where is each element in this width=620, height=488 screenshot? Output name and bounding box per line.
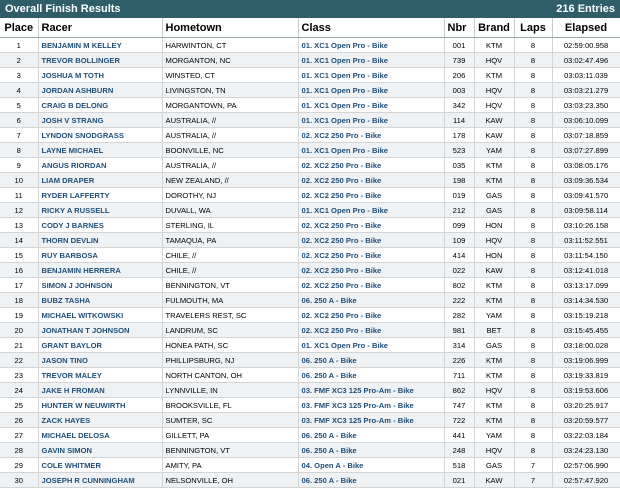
cell-racer[interactable]: JAKE H FROMAN — [38, 383, 162, 398]
cell-laps: 8 — [514, 383, 552, 398]
column-header-brand[interactable]: Brand — [474, 18, 514, 38]
cell-brand: KTM — [474, 158, 514, 173]
cell-racer[interactable]: MICHAEL DELOSA — [38, 428, 162, 443]
cell-place: 25 — [0, 398, 38, 413]
cell-racer[interactable]: JORDAN ASHBURN — [38, 83, 162, 98]
cell-place: 7 — [0, 128, 38, 143]
table-row — [0, 203, 620, 218]
cell-place: 26 — [0, 413, 38, 428]
cell-racer[interactable]: LYNDON SNODGRASS — [38, 128, 162, 143]
cell-nbr: 747 — [444, 398, 474, 413]
cell-nbr: 178 — [444, 128, 474, 143]
cell-brand: KTM — [474, 353, 514, 368]
cell-class[interactable]: 06. 250 A - Bike — [298, 368, 444, 383]
cell-brand: HQV — [474, 98, 514, 113]
cell-brand: YAM — [474, 428, 514, 443]
cell-class[interactable]: 01. XC1 Open Pro - Bike — [298, 203, 444, 218]
cell-laps: 8 — [514, 278, 552, 293]
cell-class[interactable]: 02. XC2 250 Pro - Bike — [298, 158, 444, 173]
table-row — [0, 233, 620, 248]
cell-class[interactable]: 03. FMF XC3 125 Pro-Am - Bike — [298, 413, 444, 428]
table-row — [0, 398, 620, 413]
cell-place: 27 — [0, 428, 38, 443]
cell-place: 22 — [0, 353, 38, 368]
cell-racer[interactable]: SIMON J JOHNSON — [38, 278, 162, 293]
cell-elapsed: 03:12:41.018 — [552, 263, 620, 278]
cell-class[interactable]: 01. XC1 Open Pro - Bike — [298, 143, 444, 158]
cell-elapsed: 03:10:26.158 — [552, 218, 620, 233]
table-row — [0, 383, 620, 398]
cell-nbr: 114 — [444, 113, 474, 128]
cell-laps: 8 — [514, 188, 552, 203]
table-row — [0, 338, 620, 353]
cell-class[interactable]: 02. XC2 250 Pro - Bike — [298, 323, 444, 338]
cell-hometown: LYNNVILLE, IN — [162, 383, 298, 398]
cell-laps: 8 — [514, 338, 552, 353]
cell-class[interactable]: 01. XC1 Open Pro - Bike — [298, 38, 444, 53]
cell-brand: HON — [474, 248, 514, 263]
cell-elapsed: 03:20:25.917 — [552, 398, 620, 413]
cell-hometown: MORGANTON, NC — [162, 53, 298, 68]
cell-elapsed: 03:11:54.150 — [552, 248, 620, 263]
cell-class[interactable]: 01. XC1 Open Pro - Bike — [298, 68, 444, 83]
table-row — [0, 188, 620, 203]
cell-class[interactable]: 03. FMF XC3 125 Pro-Am - Bike — [298, 383, 444, 398]
column-header-nbr[interactable]: Nbr — [444, 18, 474, 38]
header-row — [0, 18, 620, 38]
cell-racer[interactable]: GAVIN SIMON — [38, 443, 162, 458]
cell-racer[interactable]: GRANT BAYLOR — [38, 338, 162, 353]
cell-racer[interactable]: MICHAEL WITKOWSKI — [38, 308, 162, 323]
cell-racer[interactable]: ZACK HAYES — [38, 413, 162, 428]
cell-racer[interactable]: JOSH V STRANG — [38, 113, 162, 128]
cell-racer[interactable]: ANGUS RIORDAN — [38, 158, 162, 173]
table-row — [0, 173, 620, 188]
column-header-hometown[interactable]: Hometown — [162, 18, 298, 38]
column-header-elapsed[interactable]: Elapsed — [552, 18, 620, 38]
cell-hometown: BROOKSVILLE, FL — [162, 398, 298, 413]
cell-laps: 8 — [514, 53, 552, 68]
table-row — [0, 158, 620, 173]
cell-elapsed: 03:20:59.577 — [552, 413, 620, 428]
cell-nbr: 198 — [444, 173, 474, 188]
cell-brand: YAM — [474, 308, 514, 323]
cell-place: 30 — [0, 473, 38, 488]
cell-nbr: 722 — [444, 413, 474, 428]
cell-elapsed: 03:15:19.218 — [552, 308, 620, 323]
cell-brand: KTM — [474, 398, 514, 413]
cell-hometown: AUSTRALIA, // — [162, 158, 298, 173]
cell-laps: 8 — [514, 128, 552, 143]
cell-nbr: 035 — [444, 158, 474, 173]
cell-place: 13 — [0, 218, 38, 233]
cell-nbr: 414 — [444, 248, 474, 263]
table-row — [0, 248, 620, 263]
cell-brand: KAW — [474, 128, 514, 143]
cell-elapsed: 03:11:52.551 — [552, 233, 620, 248]
cell-nbr: 711 — [444, 368, 474, 383]
cell-place: 24 — [0, 383, 38, 398]
cell-nbr: 212 — [444, 203, 474, 218]
cell-laps: 8 — [514, 68, 552, 83]
cell-hometown: CHILE, // — [162, 248, 298, 263]
cell-brand: KTM — [474, 38, 514, 53]
column-header-racer[interactable]: Racer — [38, 18, 162, 38]
table-row — [0, 413, 620, 428]
cell-hometown: BENNINGTON, VT — [162, 278, 298, 293]
table-row — [0, 278, 620, 293]
cell-laps: 8 — [514, 353, 552, 368]
cell-nbr: 226 — [444, 353, 474, 368]
cell-elapsed: 03:07:27.899 — [552, 143, 620, 158]
cell-nbr: 441 — [444, 428, 474, 443]
table-row — [0, 428, 620, 443]
cell-racer[interactable]: LAYNE MICHAEL — [38, 143, 162, 158]
cell-hometown: NEW ZEALAND, // — [162, 173, 298, 188]
cell-nbr: 109 — [444, 233, 474, 248]
cell-class[interactable]: 01. XC1 Open Pro - Bike — [298, 338, 444, 353]
cell-laps: 8 — [514, 218, 552, 233]
cell-nbr: 001 — [444, 38, 474, 53]
table-row — [0, 98, 620, 113]
cell-class[interactable]: 02. XC2 250 Pro - Bike — [298, 308, 444, 323]
cell-brand: KTM — [474, 368, 514, 383]
cell-laps: 8 — [514, 443, 552, 458]
cell-elapsed: 03:15:45.455 — [552, 323, 620, 338]
cell-class[interactable]: 06. 250 A - Bike — [298, 293, 444, 308]
cell-racer[interactable]: TREVOR BOLLINGER — [38, 53, 162, 68]
cell-class[interactable]: 06. 250 A - Bike — [298, 443, 444, 458]
cell-brand: HQV — [474, 53, 514, 68]
cell-nbr: 206 — [444, 68, 474, 83]
cell-nbr: 862 — [444, 383, 474, 398]
cell-hometown: AMITY, PA — [162, 458, 298, 473]
cell-racer[interactable]: JOSEPH R CUNNINGHAM — [38, 473, 162, 488]
cell-place: 21 — [0, 338, 38, 353]
cell-class[interactable]: 06. 250 A - Bike — [298, 353, 444, 368]
cell-brand: HQV — [474, 383, 514, 398]
cell-class[interactable]: 04. Open A - Bike — [298, 458, 444, 473]
cell-hometown: BOONVILLE, NC — [162, 143, 298, 158]
cell-laps: 8 — [514, 158, 552, 173]
cell-brand: HON — [474, 218, 514, 233]
cell-hometown: BENNINGTON, VT — [162, 443, 298, 458]
cell-elapsed: 03:03:11.039 — [552, 68, 620, 83]
cell-laps: 8 — [514, 113, 552, 128]
cell-racer[interactable]: BENJAMIN HERRERA — [38, 263, 162, 278]
cell-elapsed: 03:19:33.819 — [552, 368, 620, 383]
table-row — [0, 38, 620, 53]
cell-laps: 7 — [514, 458, 552, 473]
cell-class[interactable]: 01. XC1 Open Pro - Bike — [298, 83, 444, 98]
results-title-bar — [0, 0, 620, 18]
cell-brand: HQV — [474, 83, 514, 98]
cell-laps: 8 — [514, 398, 552, 413]
cell-place: 8 — [0, 143, 38, 158]
results-body — [0, 38, 620, 488]
table-row — [0, 458, 620, 473]
table-row — [0, 53, 620, 68]
cell-class[interactable]: 03. FMF XC3 125 Pro-Am - Bike — [298, 398, 444, 413]
cell-laps: 8 — [514, 368, 552, 383]
cell-nbr: 518 — [444, 458, 474, 473]
cell-place: 11 — [0, 188, 38, 203]
cell-brand: KTM — [474, 293, 514, 308]
cell-brand: HQV — [474, 443, 514, 458]
cell-laps: 8 — [514, 248, 552, 263]
cell-laps: 8 — [514, 98, 552, 113]
table-row — [0, 443, 620, 458]
cell-hometown: TAMAQUA, PA — [162, 233, 298, 248]
results-title: Overall Finish Results — [5, 3, 121, 15]
cell-brand: KAW — [474, 473, 514, 488]
cell-racer[interactable]: COLE WHITMER — [38, 458, 162, 473]
cell-brand: GAS — [474, 338, 514, 353]
cell-racer[interactable]: JOSHUA M TOTH — [38, 68, 162, 83]
cell-place: 1 — [0, 38, 38, 53]
cell-place: 5 — [0, 98, 38, 113]
cell-nbr: 003 — [444, 83, 474, 98]
cell-nbr: 981 — [444, 323, 474, 338]
cell-elapsed: 03:08:05.176 — [552, 158, 620, 173]
table-row — [0, 68, 620, 83]
table-row — [0, 218, 620, 233]
cell-nbr: 021 — [444, 473, 474, 488]
cell-elapsed: 03:18:00.028 — [552, 338, 620, 353]
cell-nbr: 019 — [444, 188, 474, 203]
cell-elapsed: 02:57:06.990 — [552, 458, 620, 473]
cell-hometown: FULMOUTH, MA — [162, 293, 298, 308]
cell-place: 19 — [0, 308, 38, 323]
cell-place: 29 — [0, 458, 38, 473]
cell-laps: 8 — [514, 428, 552, 443]
cell-elapsed: 03:24:23.130 — [552, 443, 620, 458]
cell-laps: 8 — [514, 323, 552, 338]
cell-hometown: LIVINGSTON, TN — [162, 83, 298, 98]
cell-nbr: 248 — [444, 443, 474, 458]
cell-elapsed: 03:19:53.606 — [552, 383, 620, 398]
cell-nbr: 282 — [444, 308, 474, 323]
cell-class[interactable]: 02. XC2 250 Pro - Bike — [298, 173, 444, 188]
cell-place: 16 — [0, 263, 38, 278]
cell-elapsed: 03:19:06.999 — [552, 353, 620, 368]
cell-elapsed: 03:09:58.114 — [552, 203, 620, 218]
cell-brand: KAW — [474, 113, 514, 128]
cell-laps: 8 — [514, 203, 552, 218]
cell-class[interactable]: 01. XC1 Open Pro - Bike — [298, 53, 444, 68]
cell-brand: KTM — [474, 173, 514, 188]
cell-hometown: TRAVELERS REST, SC — [162, 308, 298, 323]
cell-brand: GAS — [474, 188, 514, 203]
cell-brand: KTM — [474, 68, 514, 83]
table-row — [0, 143, 620, 158]
cell-class[interactable]: 02. XC2 250 Pro - Bike — [298, 233, 444, 248]
cell-brand: KAW — [474, 263, 514, 278]
cell-hometown: AUSTRALIA, // — [162, 113, 298, 128]
cell-laps: 8 — [514, 308, 552, 323]
cell-brand: HQV — [474, 233, 514, 248]
cell-place: 9 — [0, 158, 38, 173]
cell-racer[interactable]: THORN DEVLIN — [38, 233, 162, 248]
cell-class[interactable]: 02. XC2 250 Pro - Bike — [298, 218, 444, 233]
cell-place: 20 — [0, 323, 38, 338]
cell-elapsed: 03:13:17.099 — [552, 278, 620, 293]
cell-brand: BET — [474, 323, 514, 338]
cell-class[interactable]: 01. XC1 Open Pro - Bike — [298, 98, 444, 113]
cell-elapsed: 03:09:41.570 — [552, 188, 620, 203]
column-header-class[interactable]: Class — [298, 18, 444, 38]
cell-racer[interactable]: BUBZ TASHA — [38, 293, 162, 308]
cell-elapsed: 03:09:36.534 — [552, 173, 620, 188]
table-row — [0, 128, 620, 143]
cell-brand: KTM — [474, 278, 514, 293]
cell-laps: 8 — [514, 173, 552, 188]
cell-hometown: DUVALL, WA — [162, 203, 298, 218]
table-row — [0, 308, 620, 323]
cell-laps: 8 — [514, 38, 552, 53]
cell-racer[interactable]: RICKY A RUSSELL — [38, 203, 162, 218]
table-row — [0, 323, 620, 338]
column-header-laps[interactable]: Laps — [514, 18, 552, 38]
cell-hometown: PHILLIPSBURG, NJ — [162, 353, 298, 368]
cell-nbr: 222 — [444, 293, 474, 308]
cell-class[interactable]: 01. XC1 Open Pro - Bike — [298, 113, 444, 128]
cell-hometown: WINSTED, CT — [162, 68, 298, 83]
cell-place: 10 — [0, 173, 38, 188]
cell-racer[interactable]: JONATHAN T JOHNSON — [38, 323, 162, 338]
cell-laps: 8 — [514, 413, 552, 428]
cell-nbr: 523 — [444, 143, 474, 158]
cell-place: 3 — [0, 68, 38, 83]
cell-elapsed: 02:57:47.920 — [552, 473, 620, 488]
results-table — [0, 18, 620, 488]
cell-class[interactable]: 02. XC2 250 Pro - Bike — [298, 278, 444, 293]
cell-nbr: 342 — [444, 98, 474, 113]
cell-racer[interactable]: RUY BARBOSA — [38, 248, 162, 263]
cell-class[interactable]: 06. 250 A - Bike — [298, 473, 444, 488]
cell-racer[interactable]: CODY J BARNES — [38, 218, 162, 233]
cell-class[interactable]: 02. XC2 250 Pro - Bike — [298, 263, 444, 278]
table-row — [0, 113, 620, 128]
cell-hometown: MORGANTOWN, PA — [162, 98, 298, 113]
cell-racer[interactable]: RYDER LAFFERTY — [38, 188, 162, 203]
cell-laps: 8 — [514, 233, 552, 248]
column-header-place[interactable]: Place — [0, 18, 38, 38]
cell-racer[interactable]: CRAIG B DELONG — [38, 98, 162, 113]
cell-elapsed: 02:59:00.958 — [552, 38, 620, 53]
table-row — [0, 83, 620, 98]
cell-place: 6 — [0, 113, 38, 128]
cell-brand: GAS — [474, 203, 514, 218]
cell-hometown: NELSONVILLE, OH — [162, 473, 298, 488]
cell-hometown: CHILE, // — [162, 263, 298, 278]
cell-hometown: SUMTER, SC — [162, 413, 298, 428]
cell-place: 17 — [0, 278, 38, 293]
cell-nbr: 802 — [444, 278, 474, 293]
cell-elapsed: 03:07:18.859 — [552, 128, 620, 143]
cell-class[interactable]: 02. XC2 250 Pro - Bike — [298, 248, 444, 263]
cell-place: 2 — [0, 53, 38, 68]
entries-count: 216 Entries — [556, 3, 615, 15]
cell-elapsed: 03:14:34.530 — [552, 293, 620, 308]
cell-elapsed: 03:03:21.279 — [552, 83, 620, 98]
cell-hometown: LANDRUM, SC — [162, 323, 298, 338]
cell-elapsed: 03:06:10.099 — [552, 113, 620, 128]
cell-racer[interactable]: LIAM DRAPER — [38, 173, 162, 188]
cell-laps: 8 — [514, 293, 552, 308]
cell-hometown: HONEA PATH, SC — [162, 338, 298, 353]
cell-hometown: AUSTRALIA, // — [162, 128, 298, 143]
cell-elapsed: 03:02:47.496 — [552, 53, 620, 68]
cell-laps: 8 — [514, 263, 552, 278]
cell-place: 18 — [0, 293, 38, 308]
cell-hometown: HARWINTON, CT — [162, 38, 298, 53]
cell-laps: 8 — [514, 143, 552, 158]
cell-racer[interactable]: TREVOR MALEY — [38, 368, 162, 383]
cell-nbr: 739 — [444, 53, 474, 68]
cell-brand: GAS — [474, 458, 514, 473]
table-row — [0, 353, 620, 368]
cell-class[interactable]: 02. XC2 250 Pro - Bike — [298, 128, 444, 143]
cell-class[interactable]: 06. 250 A - Bike — [298, 428, 444, 443]
cell-elapsed: 03:03:23.350 — [552, 98, 620, 113]
cell-place: 15 — [0, 248, 38, 263]
cell-nbr: 099 — [444, 218, 474, 233]
cell-hometown: NORTH CANTON, OH — [162, 368, 298, 383]
cell-brand: KTM — [474, 413, 514, 428]
cell-hometown: DOROTHY, NJ — [162, 188, 298, 203]
table-row — [0, 368, 620, 383]
cell-hometown: GILLETT, PA — [162, 428, 298, 443]
cell-hometown: STERLING, IL — [162, 218, 298, 233]
cell-laps: 7 — [514, 473, 552, 488]
cell-racer[interactable]: BENJAMIN M KELLEY — [38, 38, 162, 53]
cell-racer[interactable]: HUNTER W NEUWIRTH — [38, 398, 162, 413]
cell-nbr: 314 — [444, 338, 474, 353]
cell-class[interactable]: 02. XC2 250 Pro - Bike — [298, 188, 444, 203]
cell-brand: YAM — [474, 143, 514, 158]
cell-laps: 8 — [514, 83, 552, 98]
cell-place: 28 — [0, 443, 38, 458]
table-row — [0, 293, 620, 308]
cell-place: 4 — [0, 83, 38, 98]
cell-elapsed: 03:22:03.184 — [552, 428, 620, 443]
cell-racer[interactable]: JASON TINO — [38, 353, 162, 368]
cell-place: 23 — [0, 368, 38, 383]
cell-nbr: 022 — [444, 263, 474, 278]
table-row — [0, 473, 620, 488]
cell-place: 14 — [0, 233, 38, 248]
table-row — [0, 263, 620, 278]
cell-place: 12 — [0, 203, 38, 218]
